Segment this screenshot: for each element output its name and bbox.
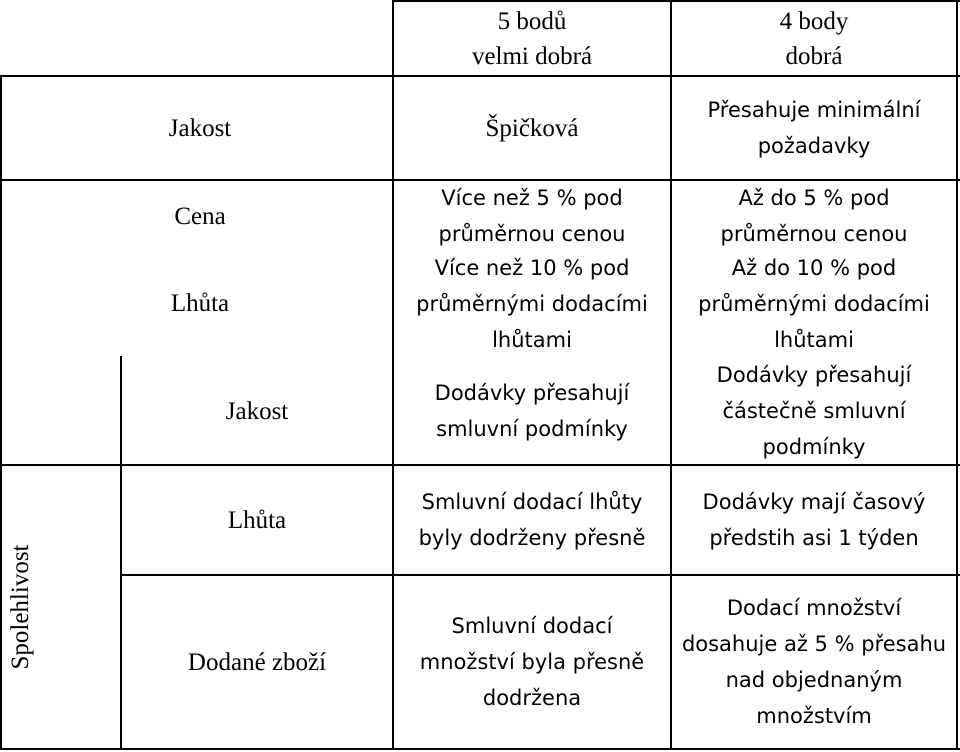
cell-cena-c1-line: průměrnou cenou <box>438 222 626 246</box>
cell-jakost-c2 <box>672 358 956 464</box>
cell-lhuta-top-c2-line: průměrnými dodacími <box>698 291 930 316</box>
cell-dodane-c1-line: Smluvní dodací <box>451 614 613 638</box>
cell-lhuta-c1 <box>394 466 670 574</box>
cell-jakost-top-c1: Špičková <box>485 114 579 142</box>
cell-jakost-c2-line: částečně smluvní <box>722 399 906 423</box>
cell-jakost-c2-line: podmínky <box>762 435 866 459</box>
cell-lhuta-top-c2 <box>672 251 956 356</box>
cell-dodane-c1 <box>394 576 670 748</box>
cell-lhuta-top-c1-line: Více než 10 % pod <box>434 255 630 280</box>
cell-lhuta-top-c2-line: Až do 10 % pod <box>731 255 897 280</box>
cell-jakost-c1-line: smluvní podmínky <box>436 417 628 441</box>
header-col1-points: 5 bodů <box>497 7 567 35</box>
rule-bottom <box>0 748 960 750</box>
cell-jakost-c2-line: Dodávky přesahují <box>716 363 912 387</box>
cell-lhuta-c2-line: Dodávky mají časový <box>702 490 926 514</box>
cell-lhuta-c1-line: byly dodrženy přesně <box>418 526 646 550</box>
cell-lhuta-top-c1-line: průměrnými dodacími <box>416 291 648 316</box>
cell-lhuta-c1-line: Smluvní dodací lhůty <box>421 490 643 514</box>
cell-jakost-c1-line: Dodávky přesahují <box>434 381 630 405</box>
cell-jakost-top-c2 <box>672 77 956 179</box>
row-label-cena: Cena <box>174 202 226 230</box>
group-label-spolehlivost-wrap <box>2 466 120 748</box>
cell-cena-c2-line: průměrnou cenou <box>720 222 908 246</box>
cell-jakost-top-c2-line: Přesahuje minimální <box>707 98 921 122</box>
cell-dodane-c2-line: dosahuje až 5 % přesahu <box>681 632 947 656</box>
cell-dodane-c2-line: nad objednaným <box>725 668 903 692</box>
row-label-lhuta: Lhůta <box>227 506 287 534</box>
cell-jakost-top-c2-line: požadavky <box>757 134 871 158</box>
header-col2 <box>672 2 956 75</box>
cell-jakost-c1 <box>394 358 670 464</box>
header-col1-grade: velmi dobrá <box>471 42 593 70</box>
cell-dodane-c1-line: dodržena <box>482 686 582 710</box>
cell-lhuta-c2 <box>672 466 956 574</box>
cell-dodane-c2-line: množstvím <box>756 704 872 728</box>
cell-cena-c1-line: Více než 5 % pod <box>441 186 623 210</box>
header-col2-grade: dobrá <box>785 42 843 70</box>
row-label-jakost: Jakost <box>225 397 289 425</box>
cell-lhuta-c2-line: předstih asi 1 týden <box>709 526 919 550</box>
row-label-lhuta-top: Lhůta <box>170 290 230 317</box>
header-col1 <box>394 2 670 75</box>
cell-dodane-c1-line: množství byla přesně <box>419 650 645 674</box>
cell-cena-c2 <box>672 181 956 251</box>
rule-right <box>956 0 958 750</box>
row-label-jakost-top: Jakost <box>168 114 232 142</box>
cell-dodane-c2-line: Dodací množství <box>726 596 902 620</box>
cell-dodane-c2 <box>672 576 956 748</box>
cell-lhuta-top-c1-line: lhůtami <box>492 327 572 352</box>
cell-cena-c2-line: Až do 5 % pod <box>738 186 890 210</box>
cell-cena-c1 <box>394 181 670 251</box>
group-label-spolehlivost: Spolehlivost <box>7 544 34 670</box>
row-label-dodane-zbozi: Dodané zboží <box>187 648 327 676</box>
cell-lhuta-top-c1 <box>394 251 670 356</box>
cell-lhuta-top-c2-line: lhůtami <box>774 327 854 352</box>
header-col2-points: 4 body <box>779 7 849 35</box>
